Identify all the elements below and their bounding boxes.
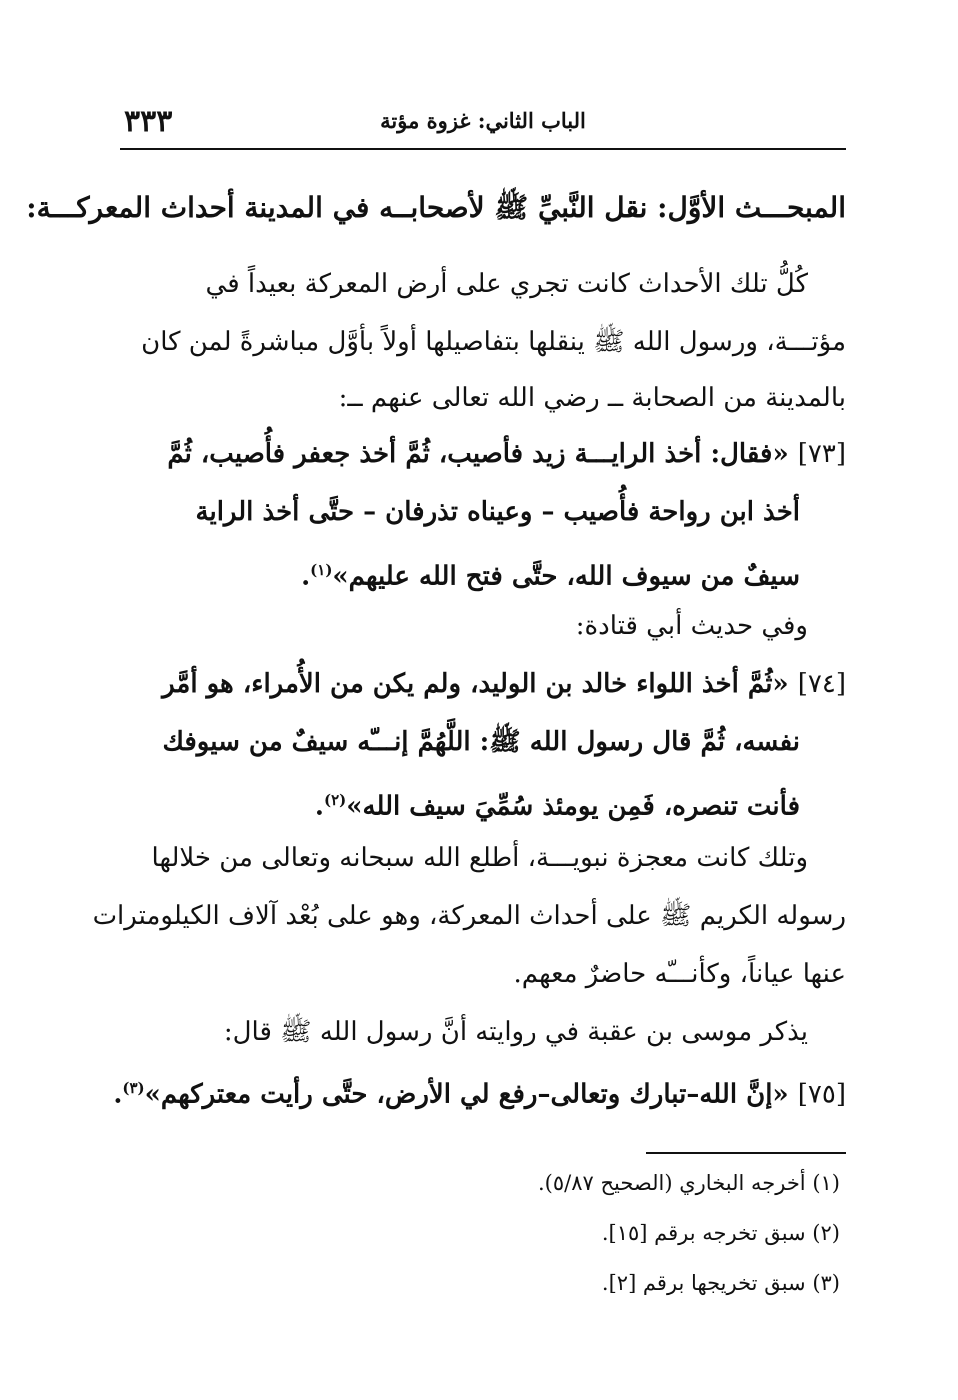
hadith-text: «ثُمَّ أخذ اللواء خالد بن الوليد، ولم يكن من الأُمراء، هو أمَّر [162,669,789,699]
paragraph-line: مؤتـــة، ورسول الله ﷺ ينقلها بتفاصيلها أولاً بأوَّل مباشرةً لمن كان [141,327,846,357]
hadith-text: «إنَّ الله–تبارك وتعالى–رفع لي الأرض، حتَّى رأيت معتركهم» [144,1079,789,1110]
header-rule [120,148,846,150]
footnote-ref: (١) [310,561,333,579]
hadith-line: سيفٌ من سيوف الله، حتَّى فتح الله عليهم»$^{(١)}$. [301,561,800,592]
footnote-rule [646,1152,846,1154]
hadith-text: فأنت تنصره، فَمِن يومئذ سُمِّيَ سيف الله» [346,791,800,822]
paragraph-line: وتلك كانت معجزة نبويـــة، أطلع الله سبحانه وتعالى من خلالها [151,843,808,873]
paragraph-line: بالمدينة من الصحابة ــ رضي الله تعالى عنهم ــ: [338,383,846,413]
paragraph-line: يذكر موسى بن عقبة في روايته أنَّ رسول الله ﷺ قال: [223,1017,808,1047]
hadith-number: [٧٥] [797,1079,846,1110]
hadith-line: نفسه، ثُمَّ قال رسول الله ﷺ: اللَّهُمَّ إنـــّه سيفٌ من سيوفك [162,727,800,757]
paragraph-line: كُلُّ تلك الأحداث كانت تجري على أرض المعركة بعيداً في [205,269,808,299]
hadith-line: أخذ ابن رواحة فأُصيب – وعيناه تذرفان – حتَّى أخذ الراية [195,497,800,527]
page-number: ٣٣٣ [124,104,173,139]
footnote-ref: (٢) [323,791,347,809]
page-header [120,96,846,152]
footnote-ref: (٣) [122,1079,145,1097]
hadith-line: فأنت تنصره، فَمِن يومئذ سُمِّيَ سيف الله»$^{(٢)}$. [314,791,800,822]
hadith-number: [٧٣] [797,439,846,469]
hadith-text: «فقال: أخذ الرايـــة زيد فأصيب، ثُمَّ أخذ جعفر فأُصيب، ثُمَّ [167,439,789,469]
footnote: (١) أخرجه البخاري (الصحيح ٥/٨٧). [537,1171,840,1195]
section-heading: المبحـــث الأوَّل: نقل النَّبيِّ ﷺ لأصحابــه في المدينة أحداث المعركـــة: [26,191,846,224]
hadith-74 [120,664,846,704]
paragraph-line: عنها عياناً، وكأنـــّه حاضرٌ معهم. [513,959,846,989]
hadith-number: [٧٤] [797,669,846,699]
footnote: (٢) سبق تخرجه برقم [١٥]. [601,1221,840,1245]
footnote: (٣) سبق تخريجها برقم [٢]. [601,1271,840,1295]
paragraph-line: رسوله الكريم ﷺ على أحداث المعركة، وهو على بُعْد آلاف الكيلومترات [92,901,846,931]
hadith-text: سيفٌ من سيوف الله، حتَّى فتح الله عليهم» [332,561,800,592]
hadith-73 [120,434,846,474]
running-title: الباب الثاني: غزوة مؤتة [380,108,586,133]
paragraph-line: وفي حديث أبي قتادة: [575,611,808,641]
hadith-75: [٧٥] «إنَّ الله–تبارك وتعالى–رفع لي الأرض، حتَّى رأيت معتركهم»$^{(٣)}$. [113,1079,846,1110]
